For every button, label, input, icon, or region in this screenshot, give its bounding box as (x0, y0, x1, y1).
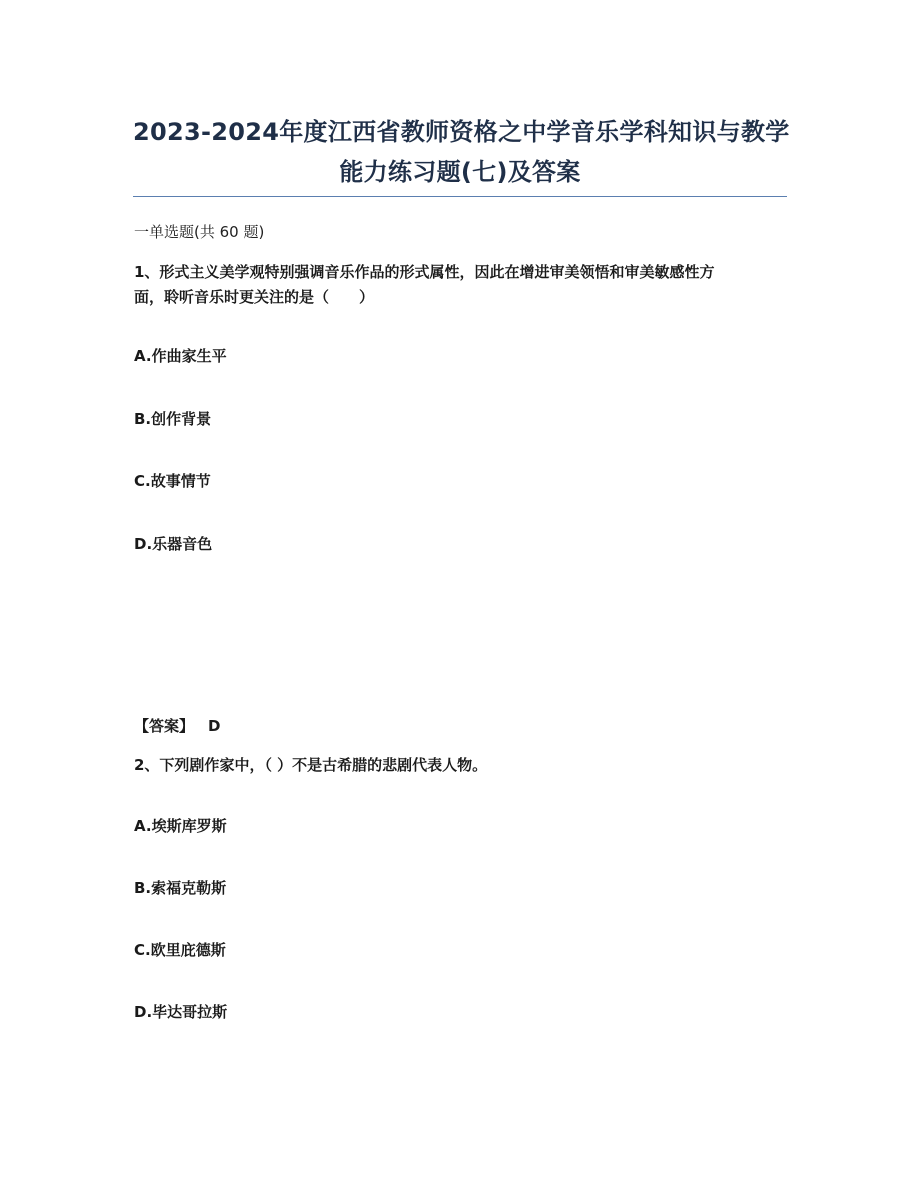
question-1-option-b: B.创作背景 (134, 410, 212, 428)
page-title-line-1: 2023-2024年度江西省教师资格之中学音乐学科知识与教学 (133, 118, 790, 146)
answer-value: D (208, 717, 221, 735)
question-1-stem-line-2: 面，聆听音乐时更关注的是（ ） (134, 288, 375, 306)
question-2-option-a: A.埃斯库罗斯 (134, 817, 227, 835)
page-title (133, 112, 790, 192)
answer-label: 【答案】 (134, 717, 195, 735)
question-1-option-d: D.乐器音色 (134, 535, 213, 553)
question-2-option-d: D.毕达哥拉斯 (134, 1003, 228, 1021)
question-2-option-c: C.欧里庇德斯 (134, 941, 226, 959)
question-1-option-a: A.作曲家生平 (134, 347, 227, 365)
question-2-stem: 2、下列剧作家中，（ ）不是古希腊的悲剧代表人物。 (134, 756, 488, 774)
question-1-answer (134, 713, 220, 740)
page-title-line-2: 能力练习题(七)及答案 (339, 158, 581, 186)
question-1-stem-line-1: 1、形式主义美学观特别强调音乐作品的形式属性，因此在增进审美领悟和审美敏感性方 (134, 263, 715, 281)
question-2-option-b: B.索福克勒斯 (134, 879, 227, 897)
section-heading: 一单选题(共 60 题) (134, 223, 265, 241)
question-1-option-c: C.故事情节 (134, 472, 211, 490)
title-divider (133, 196, 787, 197)
